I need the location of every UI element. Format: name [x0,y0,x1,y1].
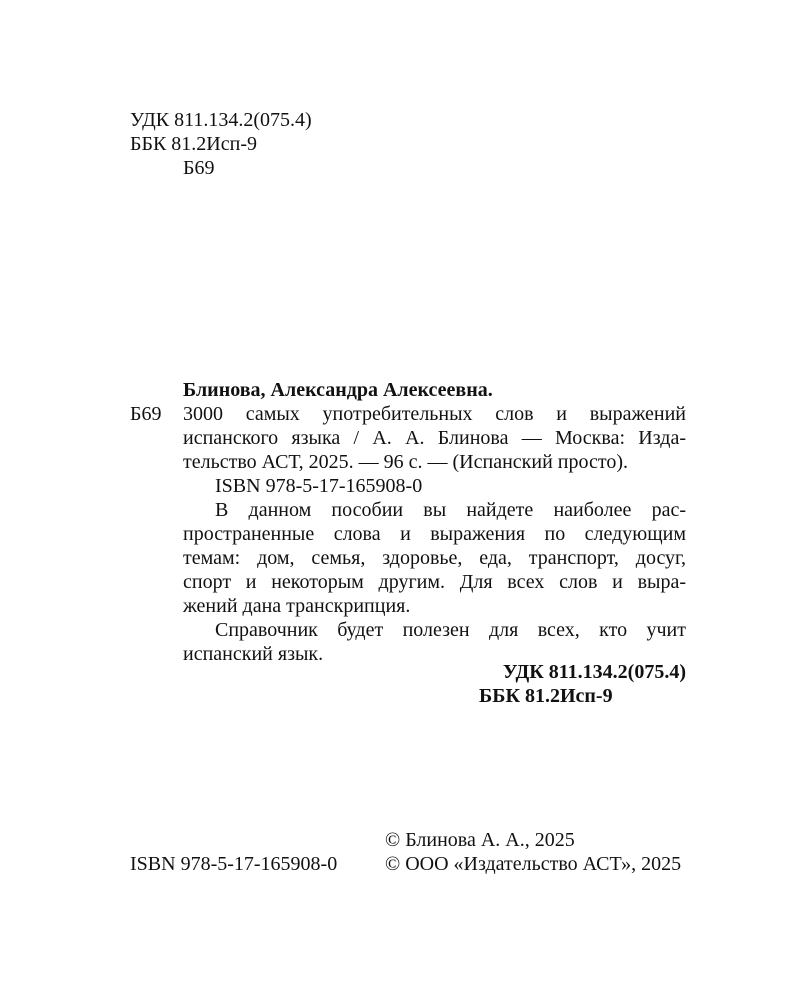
annotation-line-6: Справочник будет полезен для всех, кто учит [215,619,686,641]
bbk-code: ББК 81.2Исп-9 [130,133,257,155]
author-heading: Блинова, Александра Алексеевна. [183,379,493,401]
annotation-line-5: жений дана транскрипция. [183,595,411,617]
footer-isbn: ISBN 978-5-17-165908-0 [130,853,338,875]
copyright-author: © Блинова А. А., 2025 [385,829,575,851]
card-bbk-code: ББК 81.2Исп-9 [479,685,613,707]
title-line-3: тельство АСТ, 2025. — 96 с. — (Испанский просто). [183,451,628,473]
card-isbn: ISBN 978-5-17-165908-0 [215,475,423,497]
annotation-line-1: В данном пособии вы найдете наиболее рас- [215,499,686,521]
annotation-line-7: испанский язык. [183,643,324,665]
card-author-mark: Б69 [130,403,162,425]
title-line-1: 3000 самых употребительных слов и выражений [183,403,686,425]
author-mark: Б69 [183,157,215,179]
copyright-publisher: © ООО «Издательство АСТ», 2025 [385,853,682,875]
annotation-line-3: темам: дом, семья, здоровье, еда, транспорт, досуг, [183,547,686,569]
card-udk-code: УДК 811.134.2(075.4) [502,661,686,683]
annotation-card [183,402,686,666]
udk-code: УДК 811.134.2(075.4) [130,109,312,131]
title-line-2: испанского языка / А. А. Блинова — Москва: Изда- [183,427,686,449]
annotation-line-4: спорт и некоторым другим. Для всех слов и выра- [183,571,686,593]
annotation-line-2: пространенные слова и выражения по следующим [183,523,686,545]
